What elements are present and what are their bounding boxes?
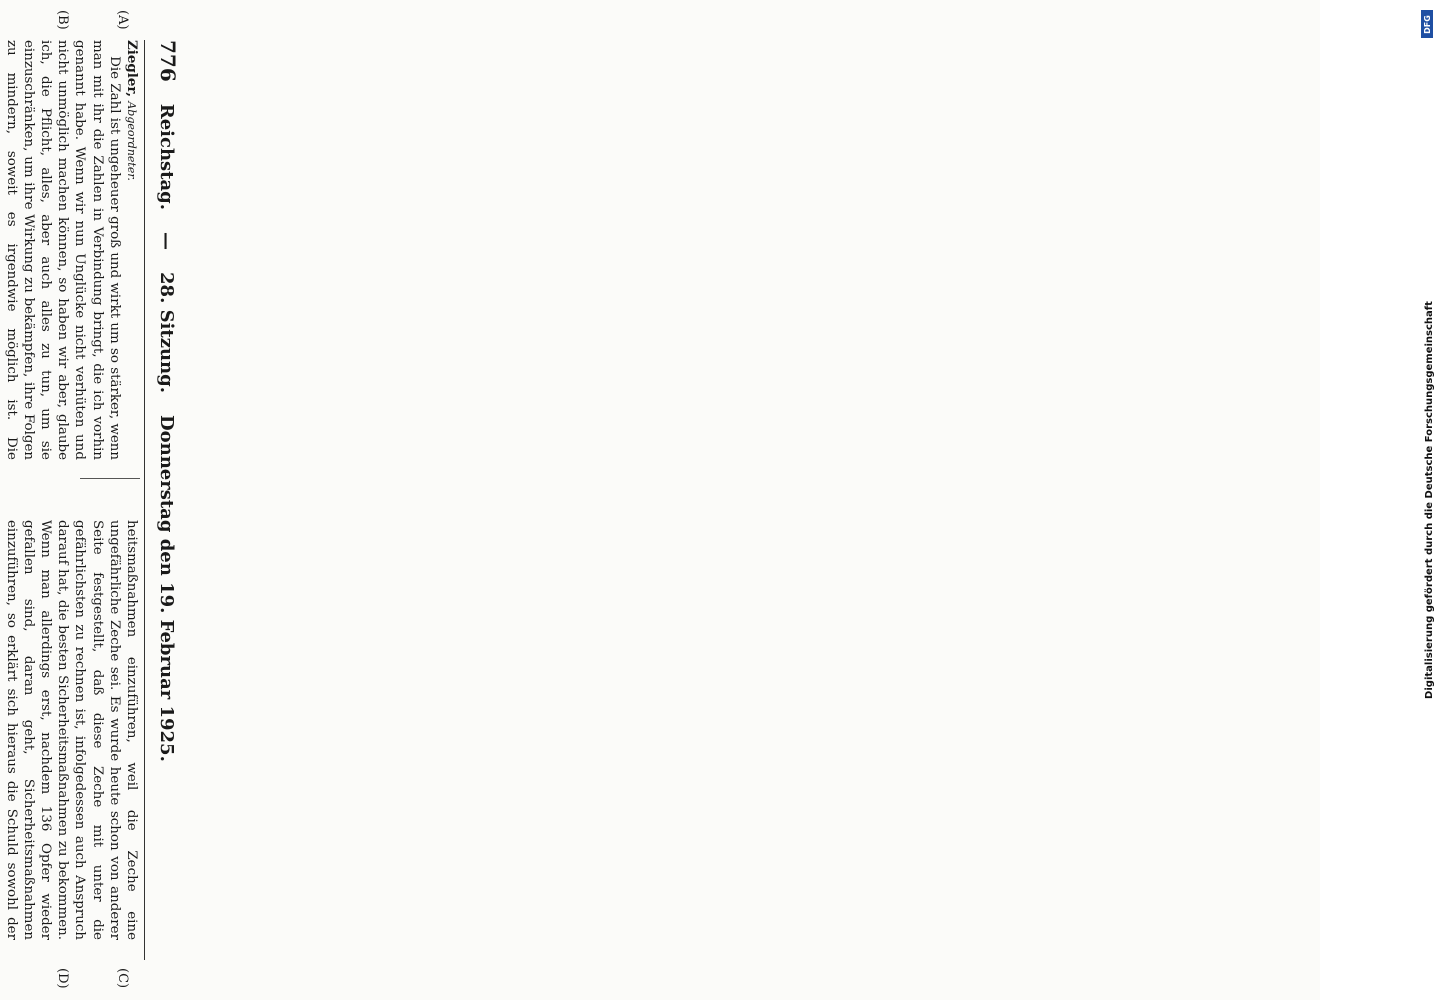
speaker-name-1: Ziegler,	[124, 40, 140, 98]
digitization-credit: Digitalisierung gefördert durch die Deutsche Forschungsgemeinschaft	[1424, 301, 1435, 699]
left-column	[0, 40, 140, 460]
digitization-credit-bar	[1421, 0, 1434, 1000]
marker-b: (B)	[55, 10, 70, 30]
dfg-logo-text: DFG	[1422, 14, 1432, 34]
column-divider	[80, 478, 140, 479]
parliament-name: Reichstag.	[156, 103, 177, 211]
speaker-role-1: Abgeordneter.	[125, 101, 138, 181]
right-column	[0, 520, 140, 940]
marker-d: (D)	[55, 968, 70, 989]
header-dash: —	[156, 232, 177, 251]
left-paragraph-1: Die Zahl ist ungeheuer groß und wirkt um so stärker, wenn man mit ihr die Zahlen in Verbindung bringt, die ich vorhin genannt habe. Wenn wir nun Unglücke nicht verhüten und nicht unmöglich machen können, so haben wir aber, glaube ich, die Pflicht, alles, aber auch alles zu tun, um sie einzuschränken, um ihre Wirkung zu bekämpfen, ihre Folgen zu mindern, soweit es irgendwie möglich ist. Die	[3, 40, 122, 460]
marker-c: (C)	[115, 968, 130, 989]
session-label: 28. Sitzung.	[156, 272, 177, 393]
page-header	[150, 40, 180, 960]
marker-a: (A)	[115, 10, 130, 30]
speaker-line-1	[123, 40, 140, 460]
session-date: Donnerstag den 19. Februar 1925.	[156, 415, 177, 762]
page-number: 776	[156, 40, 180, 82]
header-rule	[144, 40, 145, 960]
right-paragraph-1: heitsmaßnahmen einzuführen, weil die Zeche eine ungefährliche Zeche sei. Es wurde heute schon von anderer Seite festgestellt, daß diese Zeche mit unter die gefährlichsten zu rechnen ist, infolgedessen auch Anspruch darauf hat, die besten Sicherheitsmaßnahmen zu bekommen. Wenn man allerdings erst, nachdem 136 Opfer wieder gefallen sind, daran geht, Sicherheitsmaßnahmen einzuführen, so erklärt sich hieraus die Schuld sowohl der	[3, 520, 139, 940]
